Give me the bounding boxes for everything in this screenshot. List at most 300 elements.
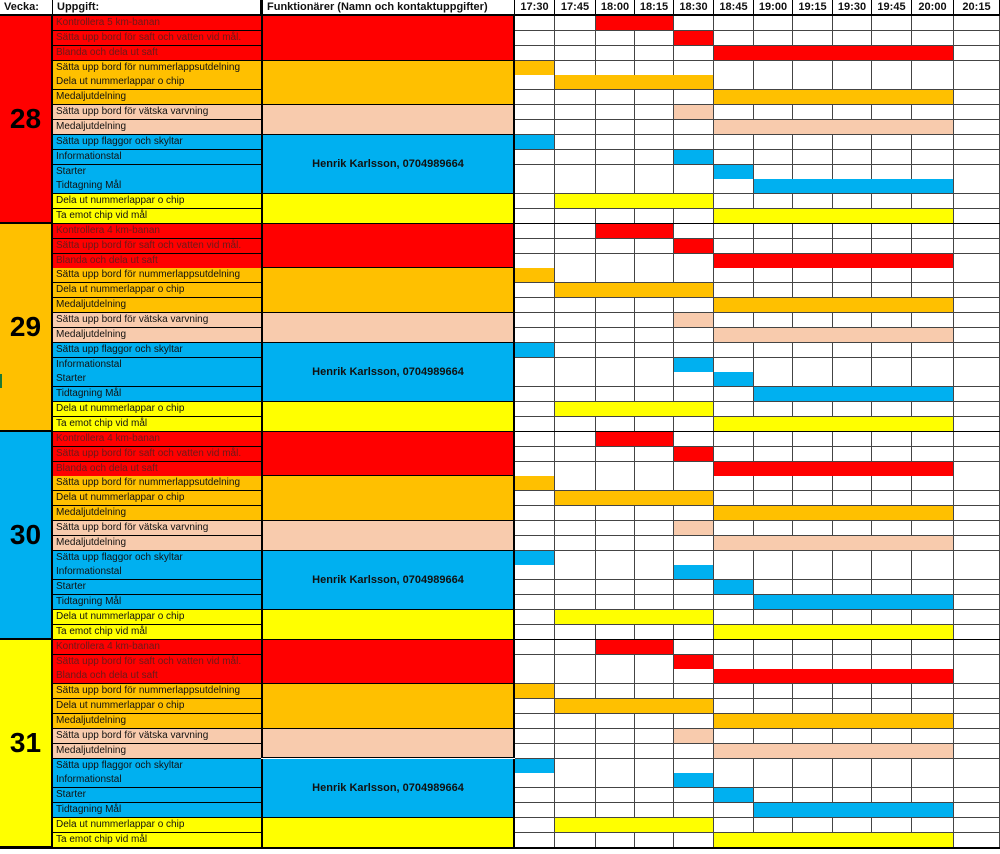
grid-cell[interactable] xyxy=(674,135,714,150)
grid-cell[interactable] xyxy=(912,61,954,76)
grid-cell[interactable] xyxy=(833,729,872,744)
grid-cell[interactable] xyxy=(596,387,635,402)
task-cell[interactable]: Informationstal xyxy=(53,358,261,373)
schedule-bar-blue[interactable] xyxy=(674,565,714,579)
grid-cell[interactable] xyxy=(793,31,833,46)
grid-cell[interactable] xyxy=(555,536,596,551)
grid-cell[interactable] xyxy=(754,447,793,462)
grid-cell[interactable] xyxy=(872,313,912,328)
task-cell[interactable]: Medaljutdelning xyxy=(53,90,261,105)
grid-cell[interactable] xyxy=(912,699,954,714)
grid-cell[interactable] xyxy=(754,105,793,120)
grid-cell[interactable] xyxy=(555,135,596,150)
grid-cell[interactable] xyxy=(515,714,555,729)
grid-cell[interactable] xyxy=(714,179,754,194)
grid-cell[interactable] xyxy=(635,714,674,729)
grid-cell[interactable] xyxy=(674,46,714,61)
grid-cell[interactable] xyxy=(833,610,872,625)
schedule-bar-blue[interactable] xyxy=(714,788,754,802)
grid-cell[interactable] xyxy=(635,358,674,373)
grid-cell[interactable] xyxy=(596,150,635,165)
grid-cell[interactable] xyxy=(793,476,833,491)
grid-cell[interactable] xyxy=(954,580,1000,595)
task-cell[interactable]: Blanda och dela ut saft xyxy=(53,462,261,477)
grid-cell[interactable] xyxy=(674,803,714,818)
grid-cell[interactable] xyxy=(674,669,714,684)
schedule-bar-peach[interactable] xyxy=(714,744,954,758)
functionary-cell-blue[interactable] xyxy=(261,551,515,610)
grid-cell[interactable] xyxy=(714,476,754,491)
task-cell[interactable]: Dela ut nummerlappar o chip xyxy=(53,194,261,209)
task-cell[interactable]: Ta emot chip vid mål xyxy=(53,417,261,432)
grid-cell[interactable] xyxy=(635,773,674,788)
grid-cell[interactable] xyxy=(515,239,555,254)
grid-cell[interactable] xyxy=(872,655,912,670)
grid-cell[interactable] xyxy=(872,565,912,580)
grid-cell[interactable] xyxy=(596,729,635,744)
grid-cell[interactable] xyxy=(954,521,1000,536)
header-time-1745[interactable]: 17:45 xyxy=(555,0,596,16)
grid-cell[interactable] xyxy=(833,818,872,833)
grid-cell[interactable] xyxy=(793,402,833,417)
task-cell[interactable]: Tidtagning Mål xyxy=(53,803,261,818)
grid-cell[interactable] xyxy=(714,283,754,298)
grid-cell[interactable] xyxy=(635,31,674,46)
grid-cell[interactable] xyxy=(674,179,714,194)
grid-cell[interactable] xyxy=(635,655,674,670)
schedule-bar-blue[interactable] xyxy=(674,150,714,164)
grid-cell[interactable] xyxy=(833,224,872,239)
grid-cell[interactable] xyxy=(515,254,555,269)
schedule-bar-red[interactable] xyxy=(674,655,714,669)
grid-cell[interactable] xyxy=(714,610,754,625)
grid-cell[interactable] xyxy=(635,90,674,105)
grid-cell[interactable] xyxy=(833,75,872,90)
header-time-1815[interactable]: 18:15 xyxy=(635,0,674,16)
grid-cell[interactable] xyxy=(754,358,793,373)
grid-cell[interactable] xyxy=(635,61,674,76)
grid-cell[interactable] xyxy=(754,194,793,209)
grid-cell[interactable] xyxy=(954,90,1000,105)
grid-cell[interactable] xyxy=(872,684,912,699)
grid-cell[interactable] xyxy=(714,224,754,239)
grid-cell[interactable] xyxy=(714,521,754,536)
grid-cell[interactable] xyxy=(833,372,872,387)
task-cell[interactable]: Sätta upp bord för nummerlappsutdelning xyxy=(53,61,261,76)
grid-cell[interactable] xyxy=(833,759,872,774)
grid-cell[interactable] xyxy=(833,655,872,670)
grid-cell[interactable] xyxy=(793,773,833,788)
grid-cell[interactable] xyxy=(515,417,555,432)
grid-cell[interactable] xyxy=(635,179,674,194)
grid-cell[interactable] xyxy=(714,343,754,358)
task-cell[interactable]: Sätta upp bord för nummerlappsutdelning xyxy=(53,684,261,699)
grid-cell[interactable] xyxy=(635,150,674,165)
grid-cell[interactable] xyxy=(954,773,1000,788)
grid-cell[interactable] xyxy=(635,684,674,699)
grid-cell[interactable] xyxy=(954,536,1000,551)
grid-cell[interactable] xyxy=(555,714,596,729)
schedule-bar-yellow[interactable] xyxy=(555,610,714,624)
grid-cell[interactable] xyxy=(754,521,793,536)
grid-cell[interactable] xyxy=(954,759,1000,774)
grid-cell[interactable] xyxy=(555,239,596,254)
grid-cell[interactable] xyxy=(954,714,1000,729)
schedule-bar-orange[interactable] xyxy=(515,268,555,282)
grid-cell[interactable] xyxy=(596,447,635,462)
grid-cell[interactable] xyxy=(793,580,833,595)
grid-cell[interactable] xyxy=(912,640,954,655)
grid-cell[interactable] xyxy=(754,684,793,699)
task-cell[interactable]: Sätta upp bord för vätska varvning xyxy=(53,313,261,328)
task-cell[interactable]: Ta emot chip vid mål xyxy=(53,833,261,848)
functionary-cell-peach[interactable] xyxy=(261,729,515,759)
grid-cell[interactable] xyxy=(833,239,872,254)
grid-cell[interactable] xyxy=(515,298,555,313)
schedule-bar-orange[interactable] xyxy=(515,476,555,490)
grid-cell[interactable] xyxy=(754,773,793,788)
grid-cell[interactable] xyxy=(674,268,714,283)
grid-cell[interactable] xyxy=(714,135,754,150)
grid-cell[interactable] xyxy=(954,135,1000,150)
grid-cell[interactable] xyxy=(515,640,555,655)
task-cell[interactable]: Sätta upp flaggor och skyltar xyxy=(53,551,261,566)
grid-cell[interactable] xyxy=(793,75,833,90)
grid-cell[interactable] xyxy=(872,447,912,462)
task-cell[interactable]: Kontrollera 4 km-banan xyxy=(53,224,261,239)
grid-cell[interactable] xyxy=(714,551,754,566)
schedule-bar-orange[interactable] xyxy=(555,283,714,297)
grid-cell[interactable] xyxy=(515,150,555,165)
schedule-bar-yellow[interactable] xyxy=(555,818,714,832)
grid-cell[interactable] xyxy=(714,773,754,788)
grid-cell[interactable] xyxy=(674,595,714,610)
grid-cell[interactable] xyxy=(515,224,555,239)
grid-cell[interactable] xyxy=(954,105,1000,120)
grid-cell[interactable] xyxy=(872,759,912,774)
grid-cell[interactable] xyxy=(793,224,833,239)
grid-cell[interactable] xyxy=(754,640,793,655)
functionary-cell-red[interactable] xyxy=(261,16,515,61)
grid-cell[interactable] xyxy=(714,655,754,670)
grid-cell[interactable] xyxy=(674,343,714,358)
grid-cell[interactable] xyxy=(912,447,954,462)
grid-cell[interactable] xyxy=(714,16,754,31)
grid-cell[interactable] xyxy=(912,313,954,328)
grid-cell[interactable] xyxy=(754,150,793,165)
task-cell[interactable]: Blanda och dela ut saft xyxy=(53,669,261,684)
grid-cell[interactable] xyxy=(674,298,714,313)
grid-cell[interactable] xyxy=(635,135,674,150)
grid-cell[interactable] xyxy=(954,120,1000,135)
grid-cell[interactable] xyxy=(872,402,912,417)
grid-cell[interactable] xyxy=(833,788,872,803)
grid-cell[interactable] xyxy=(674,90,714,105)
grid-cell[interactable] xyxy=(754,432,793,447)
grid-cell[interactable] xyxy=(954,75,1000,90)
schedule-bar-red[interactable] xyxy=(674,239,714,253)
grid-cell[interactable] xyxy=(793,135,833,150)
task-cell[interactable]: Kontrollera 4 km-banan xyxy=(53,640,261,655)
schedule-bar-red[interactable] xyxy=(596,432,674,446)
task-cell[interactable]: Sätta upp bord för vätska varvning xyxy=(53,521,261,536)
grid-cell[interactable] xyxy=(912,610,954,625)
grid-cell[interactable] xyxy=(912,150,954,165)
grid-cell[interactable] xyxy=(515,625,555,640)
grid-cell[interactable] xyxy=(793,447,833,462)
grid-cell[interactable] xyxy=(754,729,793,744)
grid-cell[interactable] xyxy=(833,194,872,209)
grid-cell[interactable] xyxy=(674,209,714,224)
schedule-bar-blue[interactable] xyxy=(674,773,714,787)
grid-cell[interactable] xyxy=(674,120,714,135)
grid-cell[interactable] xyxy=(674,165,714,180)
schedule-bar-blue[interactable] xyxy=(674,358,714,372)
header-time-1830[interactable]: 18:30 xyxy=(674,0,714,16)
grid-cell[interactable] xyxy=(793,818,833,833)
grid-cell[interactable] xyxy=(635,759,674,774)
grid-cell[interactable] xyxy=(912,402,954,417)
grid-cell[interactable] xyxy=(515,16,555,31)
task-cell[interactable]: Dela ut nummerlappar o chip xyxy=(53,610,261,625)
grid-cell[interactable] xyxy=(754,313,793,328)
functionary-cell-yellow[interactable] xyxy=(261,402,515,432)
grid-cell[interactable] xyxy=(596,669,635,684)
grid-cell[interactable] xyxy=(635,729,674,744)
grid-cell[interactable] xyxy=(596,372,635,387)
grid-cell[interactable] xyxy=(754,75,793,90)
task-cell[interactable]: Starter xyxy=(53,580,261,595)
grid-cell[interactable] xyxy=(954,655,1000,670)
grid-cell[interactable] xyxy=(714,194,754,209)
grid-cell[interactable] xyxy=(754,580,793,595)
task-cell[interactable]: Medaljutdelning xyxy=(53,506,261,521)
grid-cell[interactable] xyxy=(954,387,1000,402)
grid-cell[interactable] xyxy=(833,16,872,31)
grid-cell[interactable] xyxy=(596,744,635,759)
task-cell[interactable]: Blanda och dela ut saft xyxy=(53,46,261,61)
grid-cell[interactable] xyxy=(555,640,596,655)
grid-cell[interactable] xyxy=(714,432,754,447)
grid-cell[interactable] xyxy=(793,194,833,209)
grid-cell[interactable] xyxy=(954,744,1000,759)
grid-cell[interactable] xyxy=(833,135,872,150)
grid-cell[interactable] xyxy=(596,165,635,180)
grid-cell[interactable] xyxy=(754,759,793,774)
grid-cell[interactable] xyxy=(596,625,635,640)
grid-cell[interactable] xyxy=(596,61,635,76)
grid-cell[interactable] xyxy=(754,239,793,254)
grid-cell[interactable] xyxy=(954,343,1000,358)
grid-cell[interactable] xyxy=(555,417,596,432)
grid-cell[interactable] xyxy=(635,625,674,640)
grid-cell[interactable] xyxy=(793,655,833,670)
grid-cell[interactable] xyxy=(515,818,555,833)
functionary-cell-red[interactable] xyxy=(261,640,515,685)
grid-cell[interactable] xyxy=(872,16,912,31)
grid-cell[interactable] xyxy=(515,580,555,595)
grid-cell[interactable] xyxy=(635,669,674,684)
grid-cell[interactable] xyxy=(555,179,596,194)
grid-cell[interactable] xyxy=(833,268,872,283)
grid-cell[interactable] xyxy=(596,209,635,224)
grid-cell[interactable] xyxy=(872,31,912,46)
grid-cell[interactable] xyxy=(714,268,754,283)
grid-cell[interactable] xyxy=(515,506,555,521)
task-cell[interactable]: Sätta upp flaggor och skyltar xyxy=(53,343,261,358)
grid-cell[interactable] xyxy=(872,165,912,180)
grid-cell[interactable] xyxy=(596,298,635,313)
schedule-bar-orange[interactable] xyxy=(555,491,714,505)
grid-cell[interactable] xyxy=(912,268,954,283)
grid-cell[interactable] xyxy=(555,432,596,447)
grid-cell[interactable] xyxy=(635,595,674,610)
grid-cell[interactable] xyxy=(954,447,1000,462)
grid-cell[interactable] xyxy=(555,803,596,818)
grid-cell[interactable] xyxy=(635,298,674,313)
grid-cell[interactable] xyxy=(555,773,596,788)
grid-cell[interactable] xyxy=(515,669,555,684)
schedule-bar-orange[interactable] xyxy=(714,714,954,728)
schedule-bar-yellow[interactable] xyxy=(714,625,954,639)
task-cell[interactable]: Ta emot chip vid mål xyxy=(53,209,261,224)
grid-cell[interactable] xyxy=(555,90,596,105)
schedule-bar-orange[interactable] xyxy=(555,699,714,713)
task-cell[interactable]: Medaljutdelning xyxy=(53,298,261,313)
grid-cell[interactable] xyxy=(872,432,912,447)
header-time-2000[interactable]: 20:00 xyxy=(912,0,954,16)
grid-cell[interactable] xyxy=(954,31,1000,46)
grid-cell[interactable] xyxy=(674,714,714,729)
grid-cell[interactable] xyxy=(912,565,954,580)
grid-cell[interactable] xyxy=(872,491,912,506)
grid-cell[interactable] xyxy=(793,239,833,254)
grid-cell[interactable] xyxy=(515,447,555,462)
grid-cell[interactable] xyxy=(912,16,954,31)
grid-cell[interactable] xyxy=(912,239,954,254)
grid-cell[interactable] xyxy=(833,476,872,491)
grid-cell[interactable] xyxy=(912,135,954,150)
grid-cell[interactable] xyxy=(714,803,754,818)
grid-cell[interactable] xyxy=(674,551,714,566)
grid-cell[interactable] xyxy=(515,31,555,46)
grid-cell[interactable] xyxy=(872,61,912,76)
grid-cell[interactable] xyxy=(596,551,635,566)
grid-cell[interactable] xyxy=(555,209,596,224)
grid-cell[interactable] xyxy=(515,90,555,105)
grid-cell[interactable] xyxy=(515,283,555,298)
grid-cell[interactable] xyxy=(596,462,635,477)
schedule-bar-blue[interactable] xyxy=(515,343,555,357)
grid-cell[interactable] xyxy=(912,476,954,491)
grid-cell[interactable] xyxy=(833,565,872,580)
grid-cell[interactable] xyxy=(912,358,954,373)
grid-cell[interactable] xyxy=(714,640,754,655)
task-cell[interactable]: Sätta upp bord för saft och vatten vid mål. xyxy=(53,31,261,46)
grid-cell[interactable] xyxy=(555,31,596,46)
grid-cell[interactable] xyxy=(954,669,1000,684)
grid-cell[interactable] xyxy=(555,462,596,477)
schedule-bar-peach[interactable] xyxy=(714,120,954,134)
schedule-bar-orange[interactable] xyxy=(714,90,954,104)
grid-cell[interactable] xyxy=(714,595,754,610)
grid-cell[interactable] xyxy=(596,120,635,135)
grid-cell[interactable] xyxy=(833,684,872,699)
grid-cell[interactable] xyxy=(515,432,555,447)
grid-cell[interactable] xyxy=(954,358,1000,373)
grid-cell[interactable] xyxy=(515,179,555,194)
schedule-bar-red[interactable] xyxy=(596,640,674,654)
schedule-bar-red[interactable] xyxy=(714,462,954,476)
grid-cell[interactable] xyxy=(833,402,872,417)
grid-cell[interactable] xyxy=(954,551,1000,566)
grid-cell[interactable] xyxy=(555,729,596,744)
grid-cell[interactable] xyxy=(515,387,555,402)
task-cell[interactable]: Sätta upp bord för vätska varvning xyxy=(53,729,261,744)
grid-cell[interactable] xyxy=(754,788,793,803)
task-cell[interactable]: Sätta upp bord för saft och vatten vid mål. xyxy=(53,655,261,670)
grid-cell[interactable] xyxy=(833,580,872,595)
grid-cell[interactable] xyxy=(596,239,635,254)
grid-cell[interactable] xyxy=(954,610,1000,625)
schedule-bar-blue[interactable] xyxy=(515,135,555,149)
grid-cell[interactable] xyxy=(515,699,555,714)
schedule-bar-red[interactable] xyxy=(714,254,954,268)
grid-cell[interactable] xyxy=(872,372,912,387)
grid-cell[interactable] xyxy=(912,343,954,358)
week-number-30[interactable]: 30 xyxy=(0,432,53,640)
grid-cell[interactable] xyxy=(635,239,674,254)
grid-cell[interactable] xyxy=(515,46,555,61)
header-time-1945[interactable]: 19:45 xyxy=(872,0,912,16)
schedule-bar-red[interactable] xyxy=(596,16,674,30)
functionary-cell-yellow[interactable] xyxy=(261,610,515,640)
task-cell[interactable]: Sätta upp flaggor och skyltar xyxy=(53,759,261,774)
grid-cell[interactable] xyxy=(596,714,635,729)
grid-cell[interactable] xyxy=(635,313,674,328)
task-cell[interactable]: Dela ut nummerlappar o chip xyxy=(53,75,261,90)
grid-cell[interactable] xyxy=(635,387,674,402)
grid-cell[interactable] xyxy=(833,358,872,373)
grid-cell[interactable] xyxy=(754,343,793,358)
header-time-1845[interactable]: 18:45 xyxy=(714,0,754,16)
grid-cell[interactable] xyxy=(714,729,754,744)
grid-cell[interactable] xyxy=(596,31,635,46)
schedule-bar-peach[interactable] xyxy=(714,328,954,342)
schedule-bar-blue[interactable] xyxy=(754,179,954,193)
grid-cell[interactable] xyxy=(555,61,596,76)
grid-cell[interactable] xyxy=(515,729,555,744)
grid-cell[interactable] xyxy=(635,803,674,818)
grid-cell[interactable] xyxy=(833,551,872,566)
grid-cell[interactable] xyxy=(793,358,833,373)
grid-cell[interactable] xyxy=(912,551,954,566)
grid-cell[interactable] xyxy=(635,476,674,491)
grid-cell[interactable] xyxy=(555,565,596,580)
grid-cell[interactable] xyxy=(515,788,555,803)
grid-cell[interactable] xyxy=(793,61,833,76)
schedule-bar-yellow[interactable] xyxy=(714,209,954,223)
grid-cell[interactable] xyxy=(596,773,635,788)
grid-cell[interactable] xyxy=(555,254,596,269)
schedule-bar-yellow[interactable] xyxy=(555,402,714,416)
grid-cell[interactable] xyxy=(596,580,635,595)
functionary-cell-orange[interactable] xyxy=(261,684,515,729)
grid-cell[interactable] xyxy=(793,268,833,283)
grid-cell[interactable] xyxy=(635,447,674,462)
grid-cell[interactable] xyxy=(714,358,754,373)
grid-cell[interactable] xyxy=(793,640,833,655)
